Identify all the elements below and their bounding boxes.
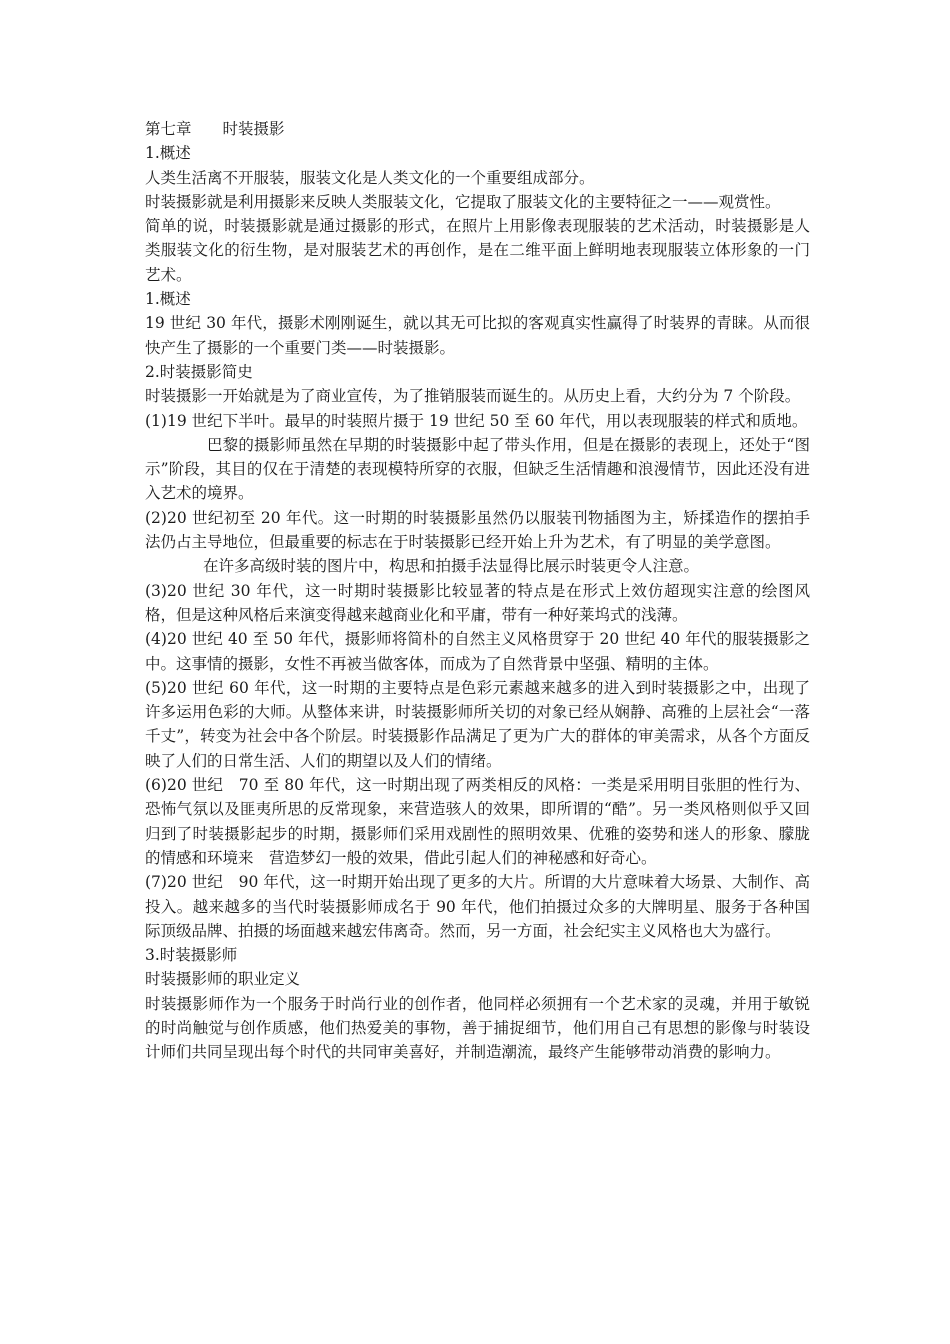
history-item-1: (1)19 世纪下半叶。最早的时装照片摄于 19 世纪 50 至 60 年代，用以表现服装的样式和质地。: [145, 411, 808, 430]
paragraph: 19 世纪 30 年代，摄影术刚刚诞生，就以其无可比拟的客观真实性赢得了时装界的青睐。从而很快产生了摄影的一个重要门类——时装摄影。: [145, 314, 810, 357]
history-item-5: (5)20 世纪 60 年代，这一时期的主要特点是色彩元素越来越多的进入到时装摄影之中，出现了许多运用色彩的大师。从整体来讲，时装摄影师所关切的对象已经从娴静、高雅的上层社会“一落千丈”，转变为社会中各个阶层。时装摄影作品满足了更为广大的群体的审美需求，从各个方面反映了人们的日常生活、人们的期望以及人们的情绪。: [145, 678, 810, 770]
document-body: [145, 117, 810, 1065]
history-item-3: (3)20 世纪 30 年代，这一时期时装摄影比较显著的特点是在形式上效仿超现实注意的绘图风格，但是这种风格后来演变得越来越商业化和平庸，带有一种好莱坞式的浅薄。: [145, 581, 810, 624]
section-heading-history: 2.时装摄影简史: [145, 362, 253, 381]
subheading-definition: 时装摄影师的职业定义: [145, 970, 301, 989]
paragraph: 时装摄影师作为一个服务于时尚行业的创作者，他同样必须拥有一个艺术家的灵魂，并用于敏锐的时尚触觉与创作质感，他们热爱美的事物，善于捕捉细节，他们用自己有思想的影像与时装设计师们共同呈现出每个时代的共同审美喜好，并制造潮流，最终产生能够带动消费的影响力。: [145, 994, 810, 1062]
paragraph-indented: 巴黎的摄影师虽然在早期的时装摄影中起了带头作用，但是在摄影的表现上，还处于“图示”阶段，其目的仅在于清楚的表现模特所穿的衣服，但缺乏生活情趣和浪漫情节，因此还没有进入艺术的境界。: [145, 435, 810, 503]
section-heading-photographer: 3.时装摄影师: [145, 946, 238, 965]
paragraph-indented: 在许多高级时装的图片中，构思和拍摄手法显得比展示时装更令人注意。: [203, 557, 700, 576]
section-heading-overview-repeat: 1.概述: [145, 290, 191, 309]
section-heading-overview: 1.概述: [145, 144, 191, 163]
paragraph: 人类生活离不开服装，服装文化是人类文化的一个重要组成部分。: [145, 168, 595, 187]
chapter-title: 第七章 时装摄影: [145, 120, 285, 138]
history-item-2: (2)20 世纪初至 20 年代。这一时期的时装摄影虽然仍以服装刊物插图为主，矫揉造作的摆拍手法仍占主导地位，但最重要的标志在于时装摄影已经开始上升为艺术，有了明显的美学意图。: [145, 508, 810, 552]
paragraph: 时装摄影就是利用摄影来反映人类服装文化，它提取了服装文化的主要特征之一——观赏性。: [145, 192, 781, 211]
history-item-7: (7)20 世纪 90 年代，这一时期开始出现了更多的大片。所谓的大片意味着大场景、大制作、高投入。越来越多的当代时装摄影师成名于 90 年代，他们拍摄过众多的大牌明星、服务于各种国际顶级品牌、拍摄的场面越来越宏伟离奇。然而，另一方面，社会纪实主义风格也大为盛行。: [145, 873, 810, 940]
history-item-6: (6)20 世纪 70 至 80 年代，这一时期出现了两类相反的风格：一类是采用明目张胆的性行为、恐怖气氛以及匪夷所思的反常现象，来营造骇人的效果，即所谓的“酷”。另一类风格则似乎又回归到了时装摄影起步的时期，摄影师们采用戏剧性的照明效果、优雅的姿势和迷人的形象、朦胧的情感和环境来 营造梦幻一般的效果，借此引起人们的神秘感和好奇心。: [145, 776, 810, 867]
history-item-4: (4)20 世纪 40 至 50 年代，摄影师将简朴的自然主义风格贯穿于 20 世纪 40 年代的服装摄影之中。这事情的摄影，女性不再被当做客体，而成为了自然背景中坚强、精明的主体。: [145, 630, 810, 673]
paragraph: 简单的说，时装摄影就是通过摄影的形式，在照片上用影像表现服装的艺术活动，时装摄影是人类服装文化的衍生物，是对服装艺术的再创作，是在二维平面上鲜明地表现服装立体形象的一门艺术。: [145, 217, 810, 284]
paragraph: 时装摄影一开始就是为了商业宣传，为了推销服装而诞生的。从历史上看，大约分为 7 个阶段。: [145, 387, 801, 406]
